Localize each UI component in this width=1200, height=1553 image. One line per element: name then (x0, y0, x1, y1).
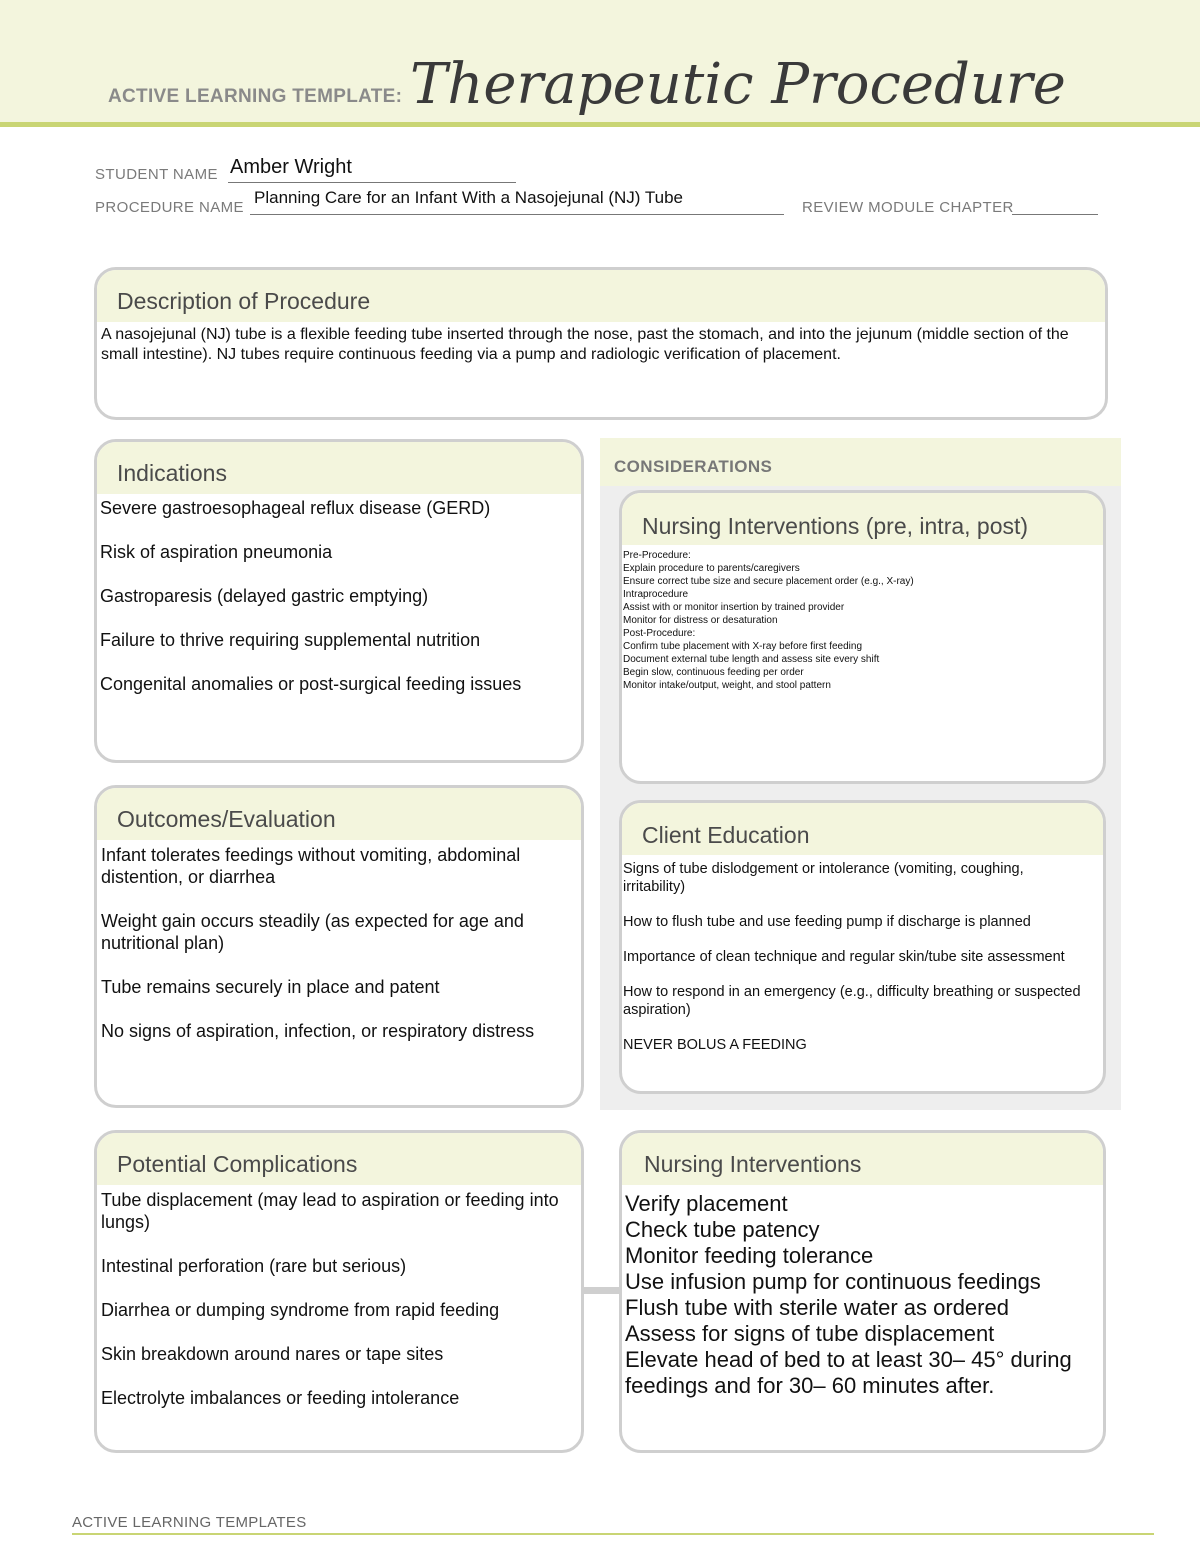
nursing-pre-item: Pre-Procedure: (623, 550, 691, 561)
nursing-pre-intra-post-title: Nursing Interventions (pre, intra, post) (622, 493, 1103, 545)
description-title: Description of Procedure (97, 270, 1105, 322)
footer-text: ACTIVE LEARNING TEMPLATES (72, 1514, 307, 1531)
nursing-intervention-item: Flush tube with sterile water as ordered (625, 1295, 1009, 1320)
nursing-pre-item: Intraprocedure (623, 589, 689, 600)
education-item: How to flush tube and use feeding pump if discharge is planned (623, 914, 1031, 930)
education-item: NEVER BOLUS A FEEDING (623, 1037, 807, 1053)
education-item: Signs of tube dislodgement or intolerance (vomiting, coughing, irritability) (623, 861, 1024, 895)
procedure-name-line (250, 214, 784, 215)
nursing-intervention-item: Check tube patency (625, 1217, 820, 1242)
header-rule (0, 122, 1200, 127)
complication-item: Intestinal perforation (rare but serious) (101, 1256, 407, 1276)
indication-item: Failure to thrive requiring supplemental nutrition (100, 630, 481, 650)
indication-item: Gastroparesis (delayed gastric emptying) (100, 586, 429, 606)
template-label: ACTIVE LEARNING TEMPLATE: (108, 86, 403, 107)
outcome-item: Weight gain occurs steadily (as expected for age and nutritional plan) (101, 911, 524, 953)
nursing-pre-item: Explain procedure to parents/caregivers (623, 563, 800, 574)
indication-item: Risk of aspiration pneumonia (100, 542, 333, 562)
nursing-pre-item: Ensure correct tube size and secure placement order (e.g., X-ray) (623, 576, 914, 587)
complication-item: Skin breakdown around nares or tape sites (101, 1344, 444, 1364)
complications-box (94, 1130, 584, 1453)
description-box (94, 267, 1108, 420)
description-text: A nasojejunal (NJ) tube is a flexible feeding tube inserted through the nose, past the stomach, and into the jejunum (middle section of the small intestine). NJ tubes require continuous feeding via a pump and radiologic verification of placement. (101, 326, 1069, 363)
complication-item: Electrolyte imbalances or feeding intolerance (101, 1388, 460, 1408)
template-title: Therapeutic Procedure (410, 52, 1066, 117)
nursing-interventions-title: Nursing Interventions (622, 1133, 1103, 1185)
nursing-pre-intra-post-box (619, 490, 1106, 784)
complication-item: Tube displacement (may lead to aspiration or feeding into lungs) (101, 1190, 559, 1232)
indications-box (94, 439, 584, 763)
student-name-line (228, 182, 516, 183)
review-module-label: REVIEW MODULE CHAPTER (802, 199, 1014, 216)
nursing-pre-item: Monitor intake/output, weight, and stool pattern (623, 680, 831, 691)
nursing-interventions-box (619, 1130, 1106, 1453)
procedure-name-value[interactable]: Planning Care for an Infant With a Nasojejunal (NJ) Tube (254, 188, 684, 207)
nursing-intervention-item: Elevate head of bed to at least 30– 45° during feedings and for 30– 60 minutes after. (625, 1347, 1072, 1398)
outcome-item: Tube remains securely in place and patent (101, 977, 440, 997)
outcomes-box (94, 785, 584, 1108)
outcome-item: No signs of aspiration, infection, or respiratory distress (101, 1021, 535, 1041)
nursing-pre-item: Confirm tube placement with X-ray before first feeding (623, 641, 862, 652)
client-education-box (619, 800, 1106, 1094)
indication-item: Severe gastroesophageal reflux disease (GERD) (100, 498, 491, 518)
complication-item: Diarrhea or dumping syndrome from rapid feeding (101, 1300, 500, 1320)
footer-rule (72, 1533, 1154, 1535)
review-module-line[interactable] (1012, 214, 1098, 215)
considerations-label: CONSIDERATIONS (614, 457, 773, 476)
education-item: How to respond in an emergency (e.g., difficulty breathing or suspected aspiration) (623, 984, 1081, 1018)
nursing-pre-item: Assist with or monitor insertion by trained provider (623, 602, 845, 613)
nursing-pre-item: Monitor for distress or desaturation (623, 615, 778, 626)
nursing-pre-item: Begin slow, continuous feeding per order (623, 667, 804, 678)
complications-title: Potential Complications (97, 1133, 581, 1185)
procedure-name-label: PROCEDURE NAME (95, 199, 244, 216)
student-name-label: STUDENT NAME (95, 166, 218, 183)
nursing-intervention-item: Verify placement (625, 1191, 788, 1216)
indications-title: Indications (97, 442, 581, 494)
indication-item: Congenital anomalies or post-surgical feeding issues (100, 674, 522, 694)
box-connector (582, 1287, 622, 1294)
nursing-pre-item: Post-Procedure: (623, 628, 696, 639)
client-education-title: Client Education (622, 803, 1103, 855)
nursing-pre-item: Document external tube length and assess site every shift (623, 654, 880, 665)
student-name-value[interactable]: Amber Wright (230, 156, 352, 178)
nursing-intervention-item: Assess for signs of tube displacement (625, 1321, 995, 1346)
outcomes-title: Outcomes/Evaluation (97, 788, 581, 840)
nursing-intervention-item: Monitor feeding tolerance (625, 1243, 874, 1268)
nursing-intervention-item: Use infusion pump for continuous feedings (625, 1269, 1041, 1294)
education-item: Importance of clean technique and regular skin/tube site assessment (623, 949, 1065, 965)
outcome-item: Infant tolerates feedings without vomiting, abdominal distention, or diarrhea (101, 845, 521, 887)
